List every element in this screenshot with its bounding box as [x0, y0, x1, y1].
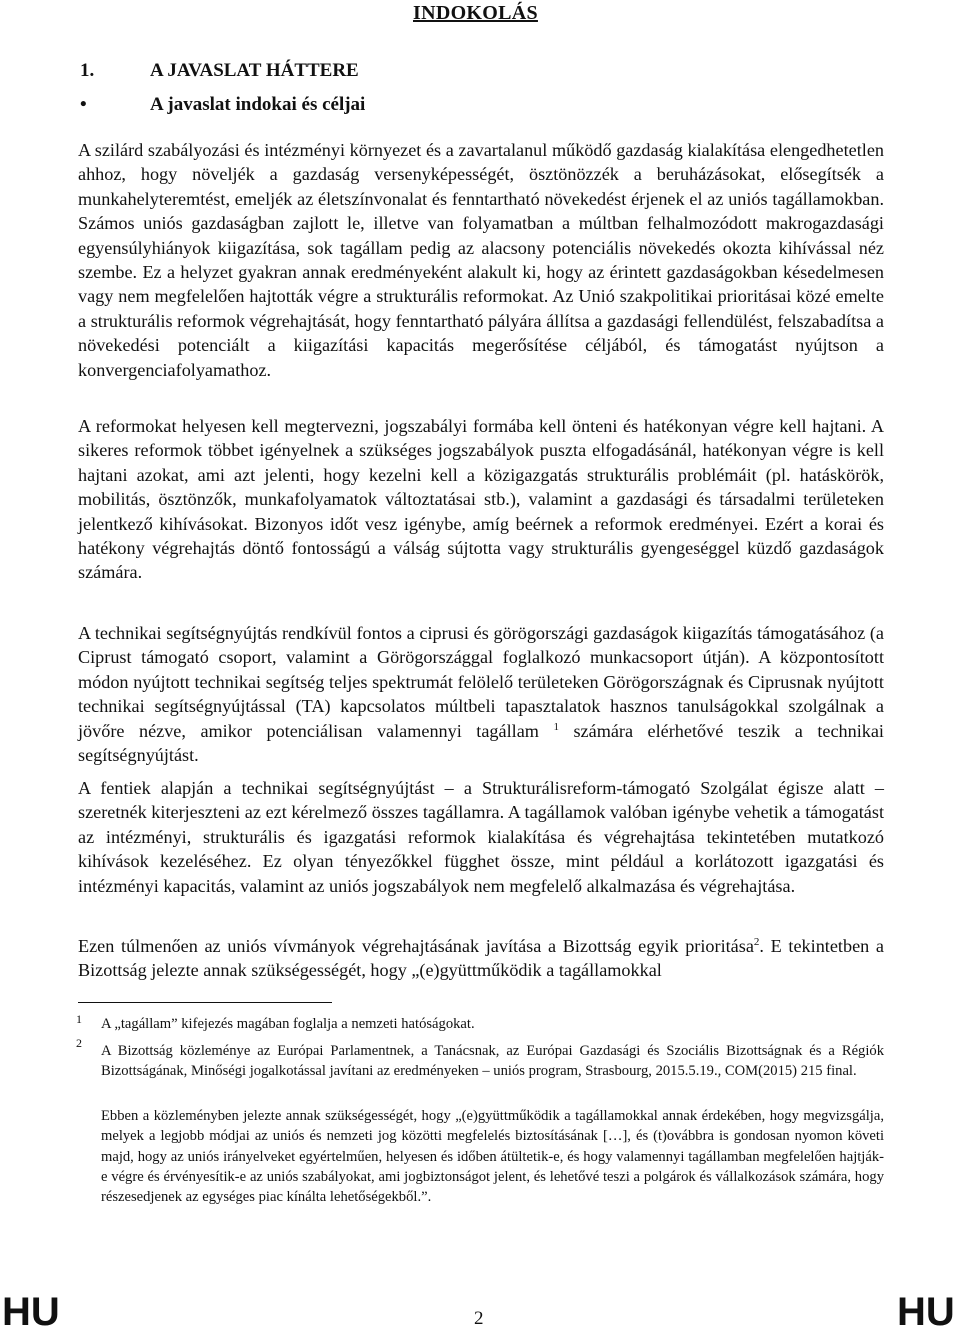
paragraph-3-text: A technikai segítségnyújtás rendkívül fontos a ciprusi és görögországi gazdaságok kiigazítás támogatásához (a Ciprust támogató csoport, valamint a Görögországgal foglalkozó munkacsoport útján). A központosított módon nyújtott technikai segítség teljes spektrumát felölelő területeken Görögországnak és Ciprusnak nyújtott technikai segítségnyújtással (TA) kapcsolatos múltbeli tapasztalatok hasznos tanulságokkal szolgálnak a jövőre nézve, amikor potenciálisan valamennyi tagállam	[78, 623, 884, 741]
footnote-2-mark: 2	[76, 1036, 82, 1050]
language-code-left: HU	[2, 1290, 60, 1334]
paragraph-5-text-end: . E tekintetben a Bizottság jelezte annak szükségességét, hogy „(e)gyüttműködik a tagállamokkal	[78, 936, 884, 981]
footnote-ref-1: 1	[553, 720, 559, 733]
footnote-2: A Bizottság közleménye az Európai Parlamentnek, a Tanácsnak, az Európai Gazdasági és Szociális Bizottságnak és a Régiók Bizottságának, Minőségi jogalkotással javítani az eredményeken – uniós program, Strasbourg, 2015.5.19., COM(2015) 215 final.	[101, 1043, 884, 1080]
paragraph-3	[78, 621, 884, 767]
page-number: 2	[474, 1308, 484, 1329]
paragraph-5	[78, 934, 884, 983]
paragraph-4: A fentiek alapján a technikai segítségnyújtást – a Strukturálisreform-támogató Szolgálat égisze alatt – szeretnék kiterjeszteni az ezt kérelmező összes tagállamra. A tagállamok valóban igénybe vehetik a támogatást az intézményi, strukturális és igazgatási reformok kialakítása és végrehajtása tekintetében mutatkozó kihívások kezeléséhez. Ez olyan tényezőkkel függhet össze, mint például a korlátozott igazgatási és intézményi kapacitás, valamint az uniós jogszabályok nem megfelelő alkalmazása és végrehajtása.	[78, 778, 884, 896]
subsection-title: A javaslat indokai és céljai	[150, 94, 366, 115]
footnote-ref-2: 2	[753, 935, 760, 948]
footnote-1: A „tagállam” kifejezés magában foglalja a nemzeti hatóságokat.	[101, 1016, 475, 1032]
section-number: 1.	[80, 60, 95, 81]
document-title: INDOKOLÁS	[413, 2, 538, 24]
footnote-1-mark: 1	[76, 1012, 82, 1026]
language-code-right: HU	[897, 1290, 955, 1334]
paragraph-5-text: Ezen túlmenően az uniós vívmányok végrehajtásának javítása a Bizottság egyik prioritása	[78, 936, 754, 956]
paragraph-1: A szilárd szabályozási és intézményi környezet és a zavartalanul működő gazdaság kialakítása elengedhetetlen ahhoz, hogy növeljék a gazdaság versenyképességét, ösztönözzék a beruházásokat, elősegítsék a munkahelyteremtést, emeljék az életszínvonalat és fenntartható növekedést érjenek el az uniós tagállamokban. Számos uniós gazdaságban zajlott le, illetve van folyamatban a múltban felhalmozódott makrogazdasági egyensúlyhiányok kiigazítása, sok tagállam pedig az alacsony potenciális növekedés okozta kihívással néz szembe. Ez a helyzet gyakran annak eredményeként alakult ki, hogy az érintett gazdaságokban késedelmesen vagy nem megfelelően hajtották végre a strukturális reformokat. Az Unió szakpolitikai prioritásai közé emelte a strukturális reformok végrehajtását, hogy fenntartható pályára állítsa a gazdasági fellendülést, felszabadítsa a növekedési potenciált a kiigazítási kapacitás megerősítése céljából, és támogatást nyújtson a konvergenciafolyamathoz.	[78, 140, 884, 380]
section-title: A JAVASLAT HÁTTERE	[150, 60, 359, 81]
footnote-2-continuation: Ebben a közleményben jelezte annak szükségességét, hogy „(e)gyüttműködik a tagállamokkal annak érdekében, hogy megvizsgálja, melyek a legjobb módjai az uniós és nemzeti jog közötti megfelelés biztosításának […], és (t)ovábbra is gondosan nyomon követi majd, hogy az uniós irányelveket egyértelműen, helyesen és időben átültetik-e, és hogy valamennyi tagállamban megfelelően hajtják-e végre és érvényesítik-e az uniós szabályokat, ami jogbiztonságot jelent, és lehetővé teszi a polgárok és vállalkozások számára, hogy részesedjenek az egységes piac kínálta lehetőségekből.”.	[101, 1108, 884, 1206]
paragraph-2: A reformokat helyesen kell megtervezni, jogszabályi formába kell önteni és hatékonyan végre kell hajtani. A sikeres reformok többet igényelnek a szükséges jogszabályok puszta elfogadásánál, hatékonyan végre is kell hajtani azokat, ami azt jelenti, hogy kezelni kell a közigazgatás strukturális problémáit (pl. hatáskörök, mobilitás, ösztönzők, munkafolyamatok változtatásai stb.), valamint a gazdasági és társadalmi területeken jelentkező kihívásokat. Bizonyos időt vesz igénybe, amíg beérnek a reformok eredményei. Ezért a korai és hatékony végrehajtás döntő fontosságú a válság sújtotta vagy strukturális gyengeséggel küzdő gazdaságok számára.	[78, 416, 884, 583]
paragraph-3-text-end: számára elérhetővé teszik a technikai segítségnyújtást.	[78, 720, 884, 766]
bullet-icon: •	[80, 94, 87, 115]
footnote-separator	[78, 1002, 332, 1003]
